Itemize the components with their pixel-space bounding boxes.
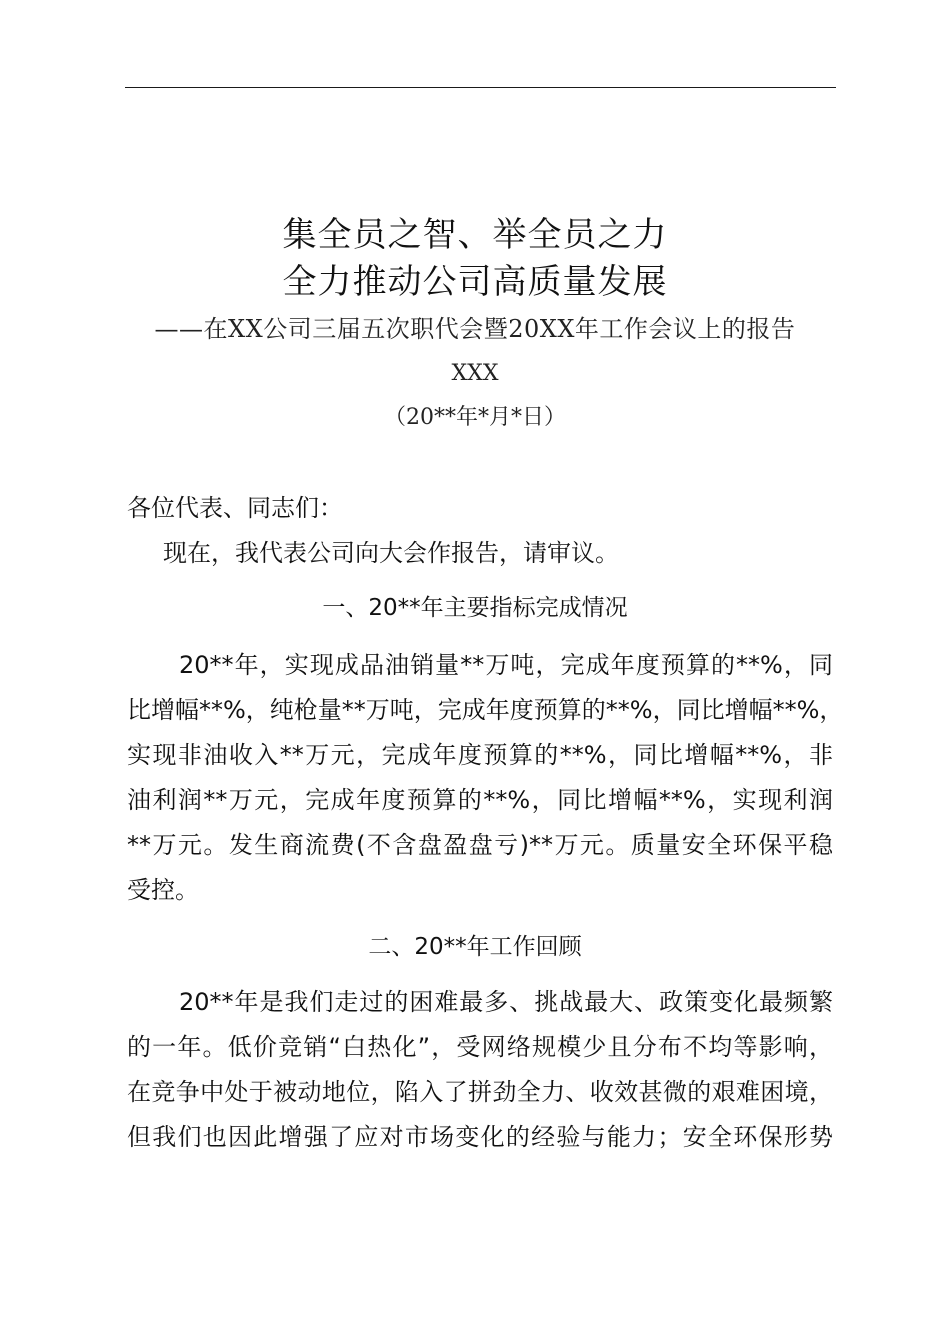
title-line-2: 全力推动公司高质量发展 — [282, 262, 668, 302]
paragraph-line: 受控。 — [127, 876, 199, 904]
author-name: XXX — [451, 361, 499, 386]
paragraph-line: 油利润**万元，完成年度预算的**%，同比增幅**%，实现利润 — [127, 786, 833, 814]
paragraph-line: 比增幅**%，纯枪量**万吨，完成年度预算的**%，同比增幅**%， — [127, 696, 844, 724]
salutation: 各位代表、同志们： — [127, 494, 343, 522]
paragraph-line: 20**年，实现成品油销量**万吨，完成年度预算的**%，同 — [179, 651, 833, 679]
section-1-heading: 一、20**年主要指标完成情况 — [322, 595, 628, 621]
paragraph-line: 20**年是我们走过的困难最多、挑战最大、政策变化最频繁 — [179, 988, 833, 1016]
section-2-heading: 二、20**年工作回顾 — [368, 934, 582, 960]
section-1-paragraph — [127, 643, 844, 913]
report-date: （20**年*月*日） — [384, 405, 566, 430]
opening-statement: 现在，我代表公司向大会作报告，请审议。 — [163, 539, 619, 567]
paragraph-line: 的一年。低价竞销“白热化”，受网络规模少且分布不均等影响， — [127, 1033, 833, 1061]
title-line-1: 集全员之智、举全员之力 — [282, 215, 668, 255]
header-rule — [125, 87, 836, 88]
paragraph-line: 在竞争中处于被动地位，陷入了拼劲全力、收效甚微的艰难困境， — [127, 1078, 833, 1106]
paragraph-line: 实现非油收入**万元，完成年度预算的**%，同比增幅**%，非 — [127, 741, 833, 769]
section-2-paragraph — [127, 980, 833, 1160]
paragraph-line: **万元。发生商流费(不含盘盈盘亏)**万元。质量安全环保平稳 — [127, 831, 833, 859]
paragraph-line: 但我们也因此增强了应对市场变化的经验与能力；安全环保形势 — [127, 1123, 833, 1151]
report-subtitle: ——在XX公司三届五次职代会暨20XX年工作会议上的报告 — [154, 315, 796, 343]
